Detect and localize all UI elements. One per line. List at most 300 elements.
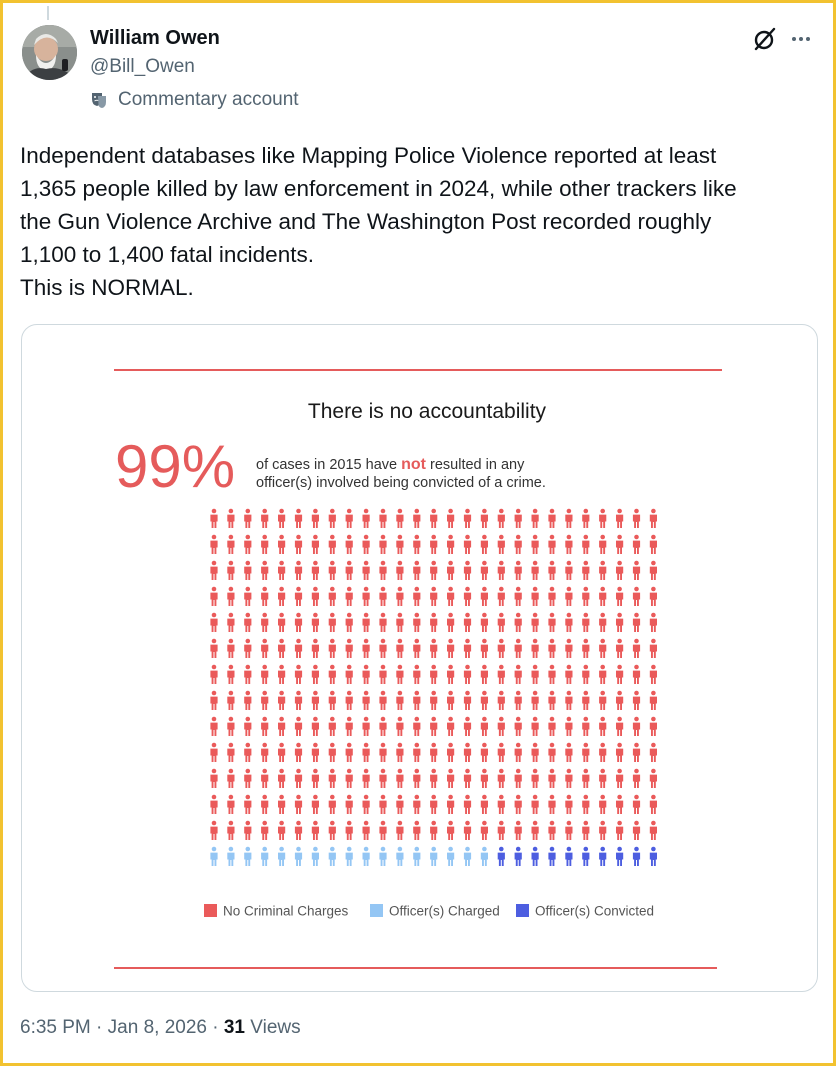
subtitle-part2: resulted in any [425, 457, 525, 473]
subtitle-emphasis: not [401, 456, 426, 473]
person-icon [616, 691, 623, 710]
person-icon [599, 691, 606, 710]
person-icon [396, 769, 403, 788]
person-icon [633, 717, 640, 736]
person-icon [396, 613, 403, 632]
person-icon [532, 795, 539, 814]
person-icon [295, 769, 302, 788]
person-icon [363, 613, 370, 632]
person-icon [312, 795, 319, 814]
person-icon [532, 613, 539, 632]
person-icon [312, 665, 319, 684]
person-icon [278, 535, 285, 554]
person-icon [616, 665, 623, 684]
person-icon [548, 743, 555, 762]
tweet-time[interactable]: 6:35 PM [20, 1017, 91, 1038]
person-icon [633, 769, 640, 788]
person-icon [532, 847, 539, 866]
person-icon [633, 587, 640, 606]
person-icon [312, 509, 319, 528]
person-icon [278, 717, 285, 736]
person-icon [447, 639, 454, 658]
person-icon [312, 613, 319, 632]
person-icon [227, 821, 234, 840]
person-icon [616, 613, 623, 632]
person-icon [599, 847, 606, 866]
person-icon [498, 821, 505, 840]
person-icon [548, 535, 555, 554]
tweet-date[interactable]: Jan 8, 2026 [107, 1017, 207, 1038]
person-icon [481, 561, 488, 580]
person-icon [633, 795, 640, 814]
person-icon [616, 509, 623, 528]
person-icon [498, 665, 505, 684]
person-icon [278, 821, 285, 840]
person-icon [582, 743, 589, 762]
commentary-label-text: Commentary account [118, 89, 299, 110]
person-icon [464, 847, 471, 866]
person-icon [210, 535, 217, 554]
person-icon [210, 639, 217, 658]
tweet-text-line: Independent databases like Mapping Police Violence reported at least [20, 143, 717, 168]
tweet-text-line: 1,365 people killed by law enforcement in 2024, while other trackers like [20, 176, 737, 201]
person-icon [261, 613, 268, 632]
person-icon [582, 795, 589, 814]
person-icon [261, 561, 268, 580]
person-icon [532, 691, 539, 710]
person-icon [447, 587, 454, 606]
person-icon [210, 561, 217, 580]
person-icon [616, 743, 623, 762]
person-icon [616, 847, 623, 866]
person-icon [582, 665, 589, 684]
person-icon [565, 509, 572, 528]
person-icon [650, 769, 657, 788]
legend-swatch [204, 904, 217, 917]
person-icon [548, 769, 555, 788]
person-icon [633, 847, 640, 866]
person-icon [650, 535, 657, 554]
person-icon [210, 691, 217, 710]
person-icon [210, 613, 217, 632]
person-icon [616, 769, 623, 788]
person-icon [430, 587, 437, 606]
person-icon [413, 639, 420, 658]
person-icon [413, 561, 420, 580]
avatar-image [22, 25, 77, 80]
person-icon [464, 639, 471, 658]
person-icon [515, 587, 522, 606]
person-icon [312, 717, 319, 736]
person-icon [582, 561, 589, 580]
person-icon [447, 795, 454, 814]
person-icon [379, 847, 386, 866]
person-icon [312, 743, 319, 762]
person-icon [346, 665, 353, 684]
person-icon [329, 769, 336, 788]
person-icon [515, 769, 522, 788]
grok-icon[interactable] [750, 24, 780, 54]
person-icon [447, 691, 454, 710]
person-icon [532, 587, 539, 606]
subtitle-part1: of cases in 2015 have [256, 457, 402, 473]
person-icon [582, 691, 589, 710]
person-icon [346, 587, 353, 606]
person-icon [498, 535, 505, 554]
person-icon [464, 691, 471, 710]
person-icon [295, 639, 302, 658]
infographic-subtitle-line2: officer(s) involved being convicted of a crime. [256, 475, 546, 491]
person-icon [650, 795, 657, 814]
person-icon [565, 743, 572, 762]
person-icon [498, 613, 505, 632]
person-icon [565, 535, 572, 554]
person-icon [650, 847, 657, 866]
person-icon [396, 535, 403, 554]
person-icon [312, 821, 319, 840]
person-icon [447, 769, 454, 788]
person-icon [447, 561, 454, 580]
person-icon [650, 561, 657, 580]
person-icon [363, 795, 370, 814]
person-icon [346, 535, 353, 554]
person-icon [430, 795, 437, 814]
person-icon [633, 665, 640, 684]
person-icon [210, 743, 217, 762]
person-icon [464, 613, 471, 632]
person-icon [413, 509, 420, 528]
tweet-text-line: This is NORMAL. [20, 275, 194, 300]
person-icon [481, 769, 488, 788]
person-icon [464, 795, 471, 814]
person-icon [346, 743, 353, 762]
person-icon [498, 509, 505, 528]
person-icon [244, 561, 251, 580]
person-icon [312, 769, 319, 788]
separator: · [206, 1017, 224, 1038]
person-icon [616, 639, 623, 658]
person-icon [278, 639, 285, 658]
person-icon [464, 769, 471, 788]
person-icon [633, 743, 640, 762]
person-icon [447, 665, 454, 684]
separator: · [90, 1017, 108, 1038]
person-icon [565, 639, 572, 658]
author-handle[interactable]: @Bill_Owen [90, 56, 195, 77]
person-icon [312, 535, 319, 554]
person-icon [498, 587, 505, 606]
avatar[interactable] [22, 25, 77, 80]
person-icon [396, 639, 403, 658]
person-icon [379, 665, 386, 684]
person-icon [464, 587, 471, 606]
person-icon [413, 587, 420, 606]
person-icon [650, 665, 657, 684]
person-icon [227, 665, 234, 684]
big-stat: 99% [115, 433, 236, 500]
person-icon [413, 665, 420, 684]
person-icon [481, 535, 488, 554]
person-icon [430, 743, 437, 762]
person-icon [599, 561, 606, 580]
person-icon [582, 821, 589, 840]
person-icon [312, 561, 319, 580]
person-icon [329, 691, 336, 710]
person-icon [363, 821, 370, 840]
person-icon [346, 847, 353, 866]
person-icon [261, 847, 268, 866]
person-icon [210, 665, 217, 684]
person-icon [379, 509, 386, 528]
person-icon [481, 691, 488, 710]
person-icon [599, 613, 606, 632]
person-icon [515, 613, 522, 632]
person-icon [430, 691, 437, 710]
thread-connector-line [47, 6, 49, 20]
person-icon [498, 795, 505, 814]
person-icon [295, 691, 302, 710]
person-icon [329, 535, 336, 554]
person-icon [413, 795, 420, 814]
person-icon [312, 587, 319, 606]
person-icon [244, 613, 251, 632]
person-icon [650, 509, 657, 528]
person-icon [515, 509, 522, 528]
person-icon [227, 613, 234, 632]
person-icon [481, 665, 488, 684]
person-icon [633, 561, 640, 580]
person-icon [227, 639, 234, 658]
person-icon [447, 509, 454, 528]
person-icon [346, 717, 353, 736]
person-icon [515, 847, 522, 866]
person-icon [498, 847, 505, 866]
person-icon [650, 587, 657, 606]
person-icon [481, 795, 488, 814]
person-icon [295, 717, 302, 736]
person-icon [464, 509, 471, 528]
person-icon [430, 665, 437, 684]
person-icon [379, 535, 386, 554]
person-icon [312, 639, 319, 658]
person-icon [616, 795, 623, 814]
person-icon [379, 821, 386, 840]
person-icon [295, 509, 302, 528]
person-icon [650, 821, 657, 840]
person-icon [379, 717, 386, 736]
person-icon [565, 665, 572, 684]
legend-label: No Criminal Charges [223, 903, 349, 919]
person-icon [379, 769, 386, 788]
tweet-metadata [20, 1017, 301, 1039]
person-icon [633, 691, 640, 710]
person-icon [481, 717, 488, 736]
views-label: Views [250, 1017, 301, 1038]
person-icon [396, 847, 403, 866]
person-icon [312, 691, 319, 710]
person-icon [396, 717, 403, 736]
person-icon [210, 717, 217, 736]
person-icon [413, 847, 420, 866]
person-icon [548, 509, 555, 528]
person-icon [548, 639, 555, 658]
person-icon [582, 509, 589, 528]
person-icon [227, 509, 234, 528]
person-icon [244, 847, 251, 866]
person-icon [565, 847, 572, 866]
person-icon [413, 717, 420, 736]
person-icon [396, 821, 403, 840]
person-icon [481, 509, 488, 528]
person-icon [261, 639, 268, 658]
person-icon [227, 847, 234, 866]
person-icon [599, 717, 606, 736]
person-icon [548, 613, 555, 632]
person-icon [346, 691, 353, 710]
person-icon [329, 587, 336, 606]
person-icon [244, 743, 251, 762]
person-icon [329, 743, 336, 762]
person-icon [396, 743, 403, 762]
person-icon [548, 821, 555, 840]
person-icon [481, 821, 488, 840]
person-icon [430, 639, 437, 658]
person-icon [278, 509, 285, 528]
theater-masks-icon [90, 91, 108, 109]
person-icon [599, 639, 606, 658]
tweet-media-image[interactable] [21, 324, 818, 992]
person-icon [447, 613, 454, 632]
person-icon [582, 847, 589, 866]
person-icon [210, 769, 217, 788]
person-icon [616, 535, 623, 554]
person-icon [261, 821, 268, 840]
person-icon [312, 847, 319, 866]
person-icon [363, 769, 370, 788]
person-icon [498, 691, 505, 710]
person-icon [278, 665, 285, 684]
person-icon [447, 847, 454, 866]
person-icon [447, 717, 454, 736]
person-icon [278, 561, 285, 580]
person-icon [430, 561, 437, 580]
person-icon [379, 587, 386, 606]
person-icon [244, 795, 251, 814]
legend-swatch [516, 904, 529, 917]
person-icon [295, 821, 302, 840]
person-icon [498, 639, 505, 658]
person-icon [346, 509, 353, 528]
person-icon [244, 717, 251, 736]
person-icon [278, 691, 285, 710]
person-icon [278, 847, 285, 866]
person-icon [616, 717, 623, 736]
author-name[interactable]: William Owen [90, 27, 220, 49]
person-icon [616, 561, 623, 580]
person-icon [599, 587, 606, 606]
person-icon [295, 847, 302, 866]
person-icon [430, 821, 437, 840]
person-icon [650, 743, 657, 762]
person-icon [329, 717, 336, 736]
person-icon [599, 743, 606, 762]
person-icon [599, 795, 606, 814]
person-icon [210, 821, 217, 840]
person-icon [278, 613, 285, 632]
person-icon [548, 795, 555, 814]
person-icon [548, 587, 555, 606]
person-icon [227, 691, 234, 710]
commentary-account-label[interactable] [90, 89, 299, 111]
person-icon [329, 613, 336, 632]
person-icon [396, 587, 403, 606]
person-icon [430, 535, 437, 554]
person-icon [447, 743, 454, 762]
person-icon [413, 613, 420, 632]
person-icon [346, 769, 353, 788]
person-icon [244, 587, 251, 606]
person-icon [498, 743, 505, 762]
person-icon [565, 613, 572, 632]
person-icon [582, 717, 589, 736]
person-icon [227, 769, 234, 788]
person-icon [650, 691, 657, 710]
person-icon [227, 795, 234, 814]
person-icon [532, 821, 539, 840]
person-icon [396, 509, 403, 528]
more-horizontal-icon[interactable] [786, 24, 816, 54]
person-icon [633, 821, 640, 840]
person-icon [464, 743, 471, 762]
person-icon [244, 821, 251, 840]
person-icon [227, 743, 234, 762]
people-icon-grid [210, 509, 657, 866]
person-icon [582, 639, 589, 658]
person-icon [633, 535, 640, 554]
person-icon [565, 795, 572, 814]
person-icon [261, 743, 268, 762]
person-icon [363, 847, 370, 866]
person-icon [582, 769, 589, 788]
legend-label: Officer(s) Charged [389, 903, 500, 919]
person-icon [650, 717, 657, 736]
person-icon [582, 535, 589, 554]
person-icon [278, 795, 285, 814]
views-count: 31 [223, 1017, 245, 1038]
person-icon [481, 639, 488, 658]
person-icon [261, 769, 268, 788]
person-icon [565, 821, 572, 840]
person-icon [515, 795, 522, 814]
person-icon [548, 717, 555, 736]
person-icon [532, 509, 539, 528]
person-icon [210, 509, 217, 528]
person-icon [430, 717, 437, 736]
person-icon [261, 509, 268, 528]
person-icon [396, 665, 403, 684]
person-icon [633, 639, 640, 658]
person-icon [430, 613, 437, 632]
person-icon [379, 691, 386, 710]
person-icon [261, 535, 268, 554]
infographic [22, 325, 817, 991]
legend-label: Officer(s) Convicted [535, 903, 655, 919]
person-icon [329, 795, 336, 814]
person-icon [650, 639, 657, 658]
person-icon [295, 561, 302, 580]
person-icon [481, 743, 488, 762]
person-icon [532, 535, 539, 554]
